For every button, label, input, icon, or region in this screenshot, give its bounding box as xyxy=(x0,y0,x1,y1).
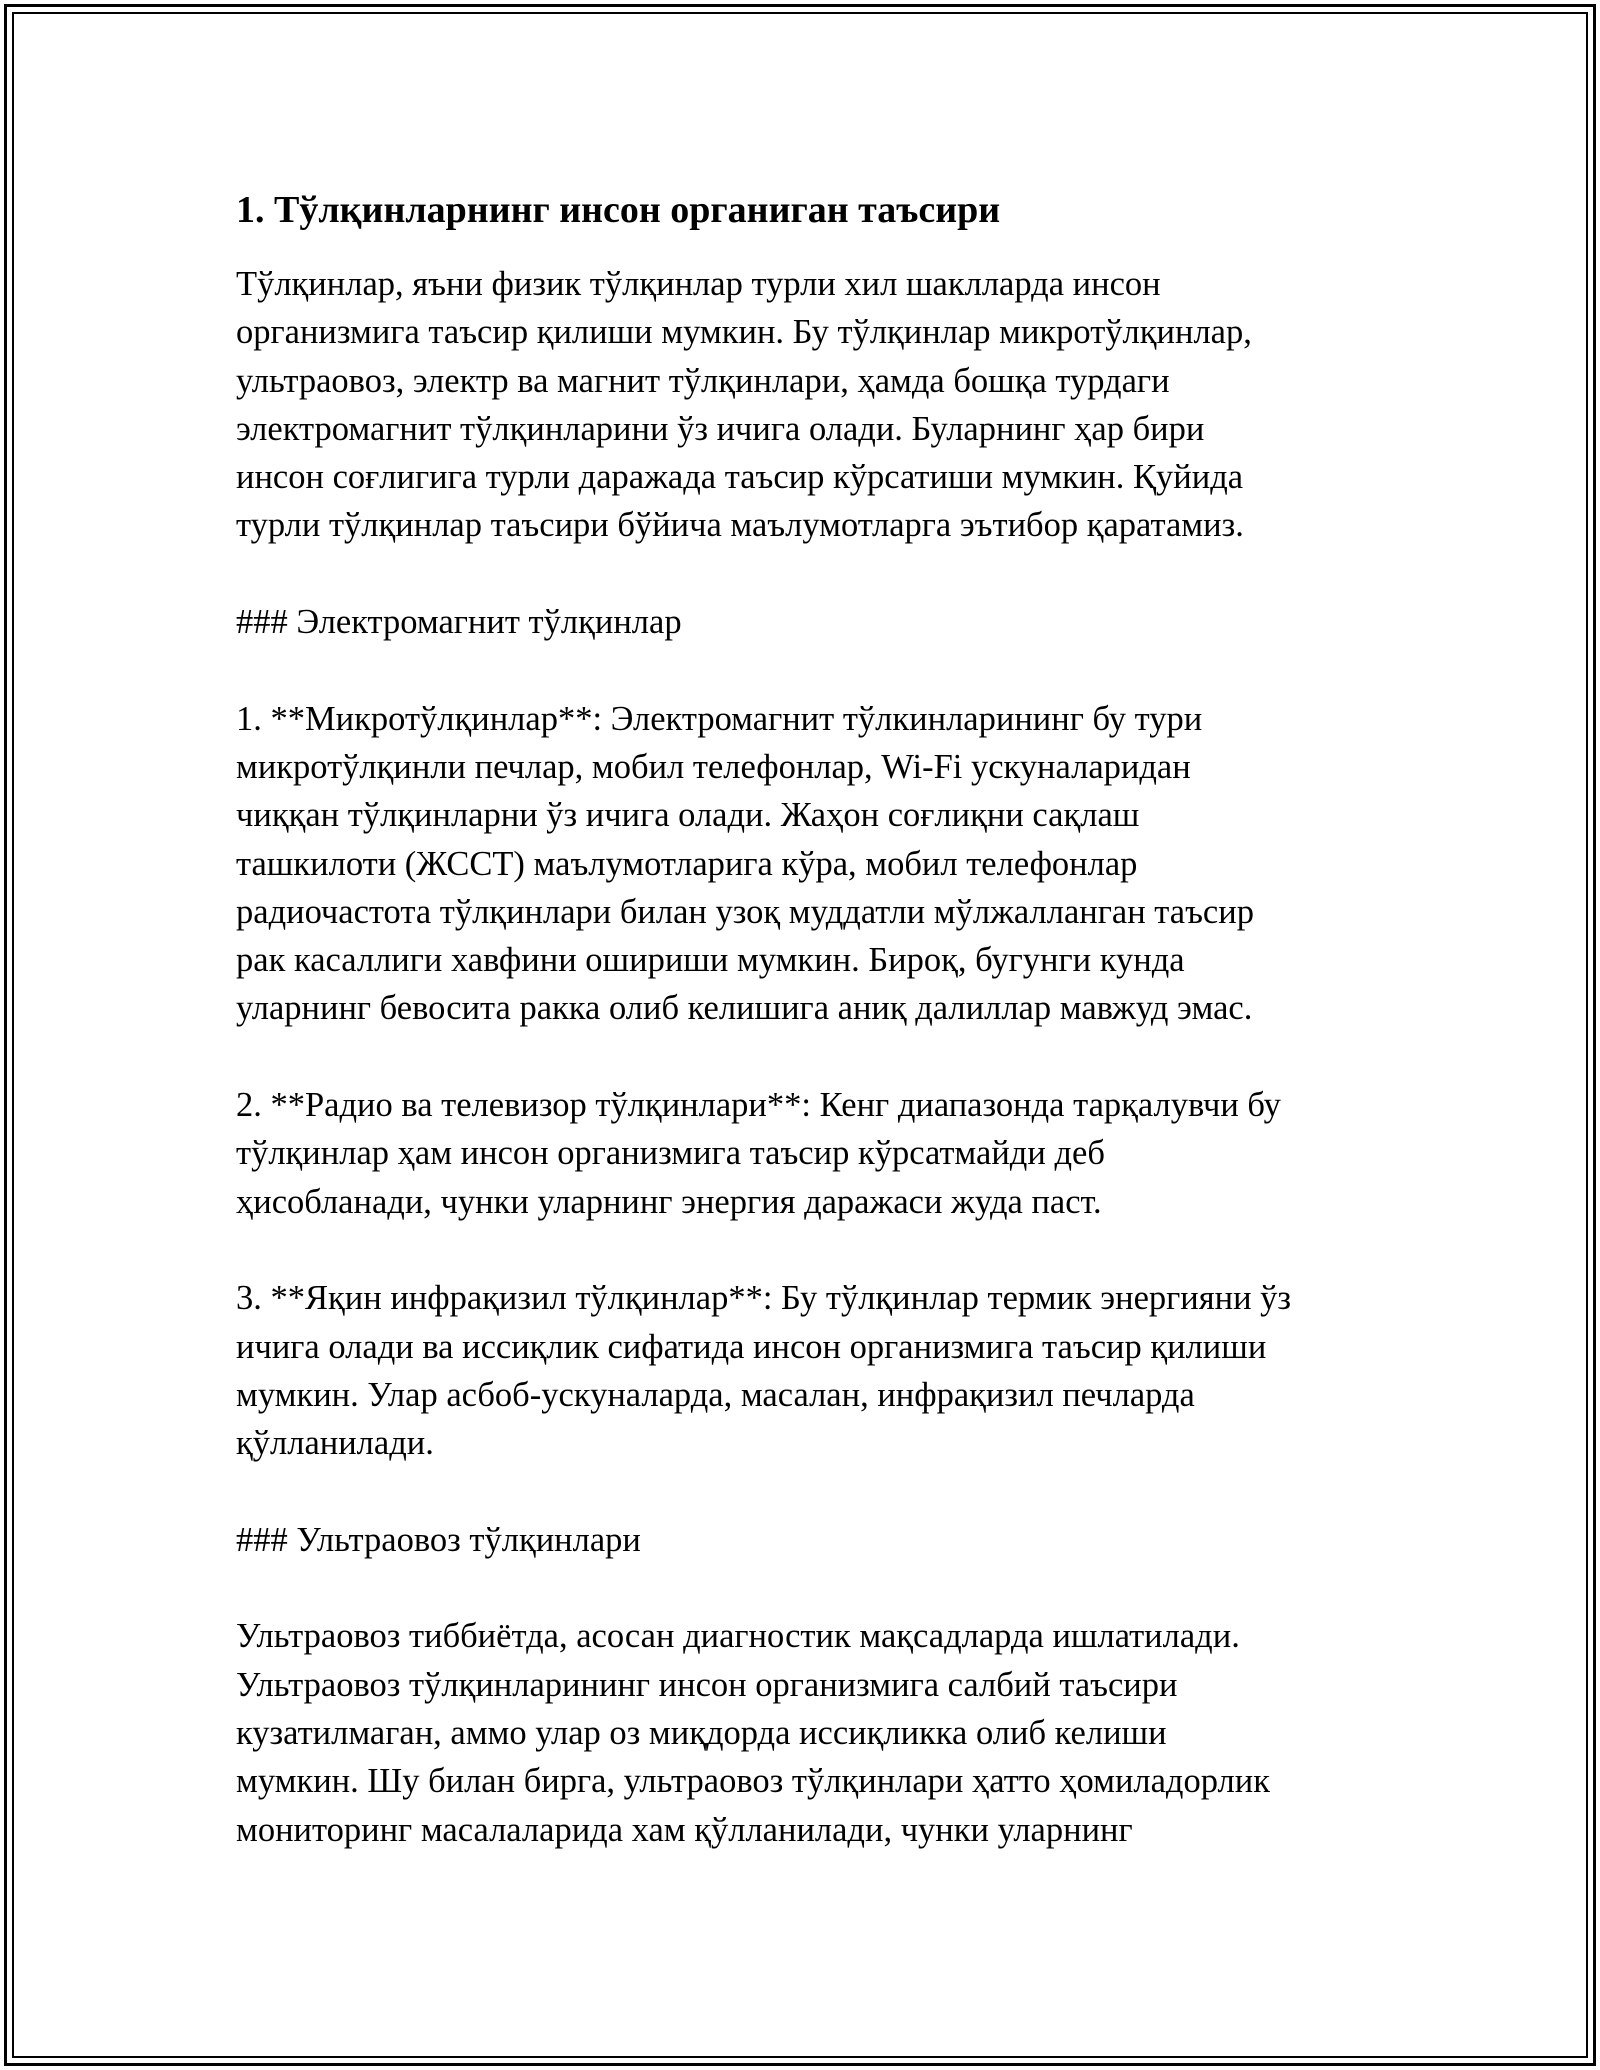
list-item-radio-tv: 2. **Радио ва телевизор тўлқинлари**: Кенг диапазонда тарқалувчи бу тўлқинлар ҳам инсон организмига таъсир кўрсатмайди деб ҳисобланади, чунки уларнинг энергия даражаси жуда паст. xyxy=(236,1086,1281,1221)
paragraph-spacer xyxy=(236,1033,1376,1081)
paragraph-spacer xyxy=(236,646,1376,694)
paragraph-spacer xyxy=(236,550,1376,598)
paragraph-spacer xyxy=(236,1226,1376,1274)
paragraph-spacer xyxy=(236,1467,1376,1515)
document-body xyxy=(236,186,1376,1854)
subheading-ultrasound: ### Ультраовоз тўлқинлари xyxy=(236,1520,641,1559)
paragraph-spacer xyxy=(236,1564,1376,1612)
list-item-infrared: 3. **Яқин инфрақизил тўлқинлар**: Бу тўлқинлар термик энергияни ўз ичига олади ва иссиқлик сифатида инсон организмига таъсир қилиши мумкин. Улар асбоб-ускуналарда, масалан, инфрақизил печларда қўлланилади. xyxy=(236,1279,1292,1463)
section-heading: 1. Тўлқинларнинг инсон органиган таъсири xyxy=(236,189,1001,231)
subheading-electromagnetic: ### Электромагнит тўлқинлар xyxy=(236,603,682,642)
ultrasound-paragraph: Ультраовоз тиббиётда, асосан диагностик мақсадларда ишлатилади. Ультраовоз тўлқинларининг инсон организмига салбий таъсири кузатилмаган, аммо улар оз миқдорда иссиқликка олиб келиши мумкин. Шу билан бирга, ультраовоз тўлқинлари ҳатто ҳомиладорлик мониторинг масалаларида хам қўлланилади, чунки уларнинг xyxy=(236,1617,1270,1849)
intro-paragraph: Тўлқинлар, яъни физик тўлқинлар турли хил шаклларда инсон организмига таъсир қилиши мумкин. Бу тўлқинлар микротўлқинлар, ультраовоз, электр ва магнит тўлқинлари, ҳамда бошқа турдаги электромагнит тўлқинларини ўз ичига олади. Буларнинг ҳар бири инсон соғлигига турли даражада таъсир кўрсатиши мумкин. Қуйида турли тўлқинлар таъсири бўйича маълумотларга эътибор қаратамиз. xyxy=(236,265,1252,545)
list-item-microwaves: 1. **Микротўлқинлар**: Электромагнит тўлкинларининг бу тури микротўлқинли печлар, мобил телефонлар, Wi-Fi ускуналаридан чиққан тўлқинларни ўз ичига олади. Жаҳон соғлиқни сақлаш ташкилоти (ЖССТ) маълумотларига кўра, мобил телефонлар радиочастота тўлқинлари билан узоқ муддатли мўлжалланган таъсир рак касаллиги хавфини ошириши мумкин. Бироқ, бугунги кунда уларнинг бевосита ракка олиб келишига аниқ далиллар мавжуд эмас. xyxy=(236,699,1254,1028)
